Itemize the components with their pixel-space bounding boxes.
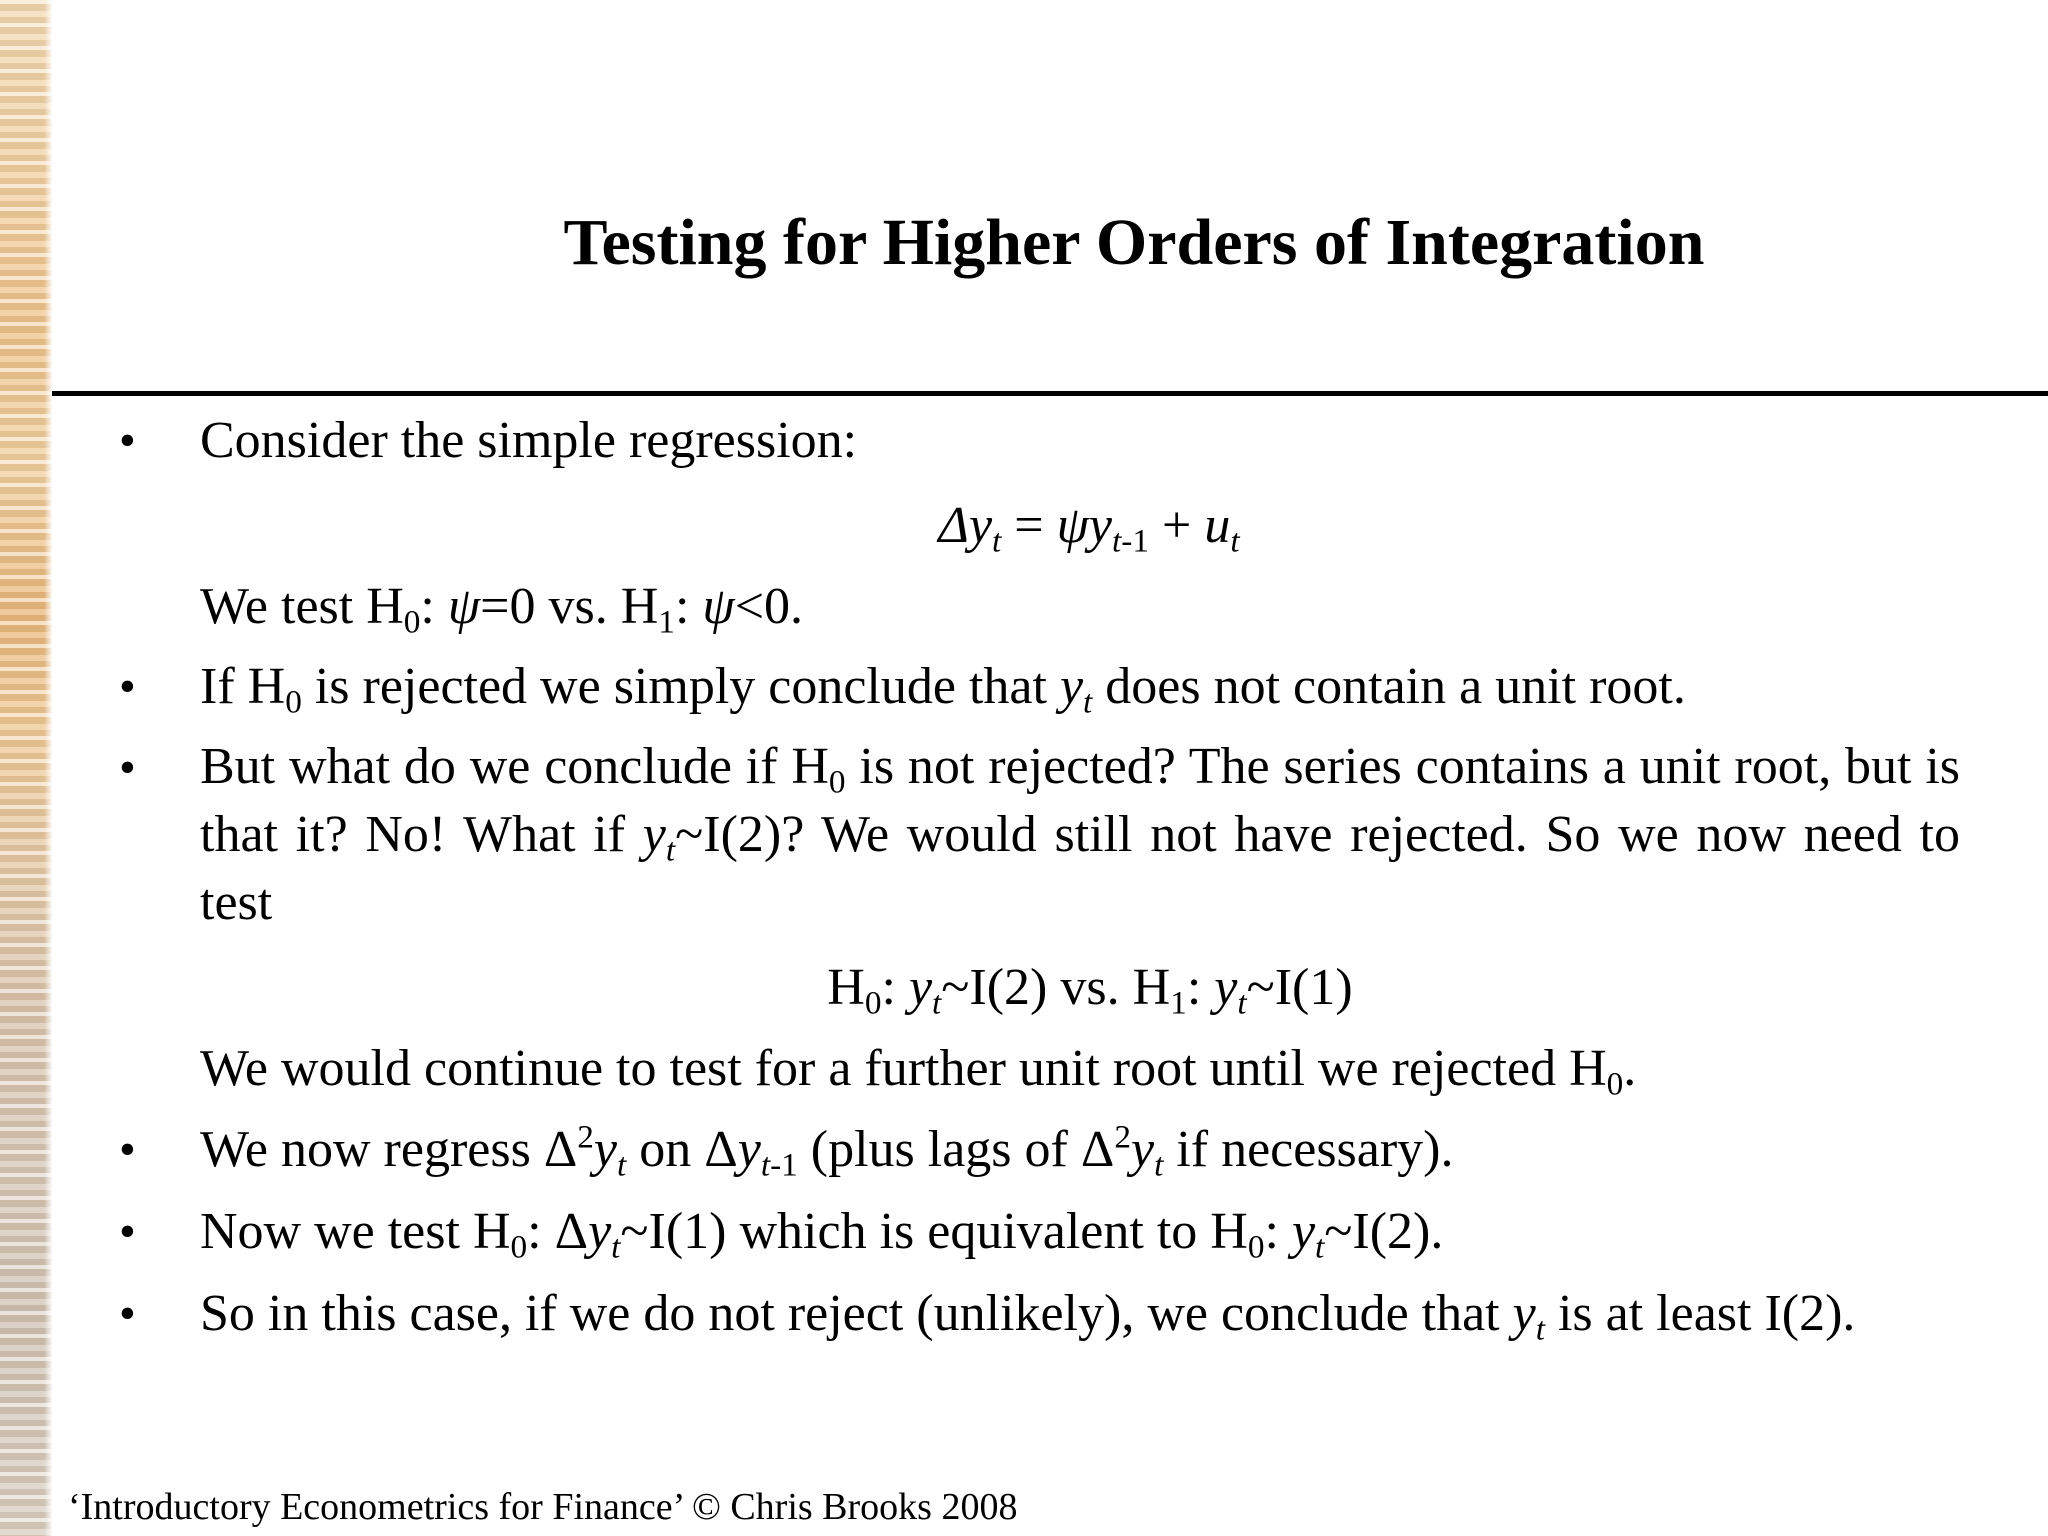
bullet-1-text: Consider the simple regression: — [200, 412, 858, 469]
continue-testing-line: We would continue to test for a further unit root until we rejected $H_0$. — [200, 1040, 1637, 1103]
bullet-marker: • — [119, 741, 136, 794]
slide-title: Testing for Higher Orders of Integration — [563, 206, 1705, 279]
bullet-2-text: If $H_0$ is rejected we simply conclude that $y_t$ does not contain a unit root. — [200, 658, 1686, 721]
bullet-marker: • — [119, 414, 136, 467]
bullet-6-text: So in this case, if we do not reject (unlikely), we conclude that $y_t$ is at least I(2). — [200, 1285, 1856, 1348]
bullet-marker: • — [119, 660, 136, 713]
regression-equation: $\Delta y_t = \psi y_{t-1} + u_t$ — [938, 497, 1240, 560]
bullet-3-text: But what do we conclude if $H_0$ is not rejected? The series contains a unit root, but is that it? No! What if $y_t\sim I(2)$? We would still not have rejected. So we now need to test — [200, 738, 1961, 931]
bullet-marker: • — [119, 1287, 136, 1340]
slide-footer: ‘Introductory Econometrics for Finance’ © Chris Brooks 2008 — [68, 1486, 1018, 1528]
hypothesis-test-line: We test $H_0$: ψ=0 vs. $H_1$: ψ<0. — [200, 578, 804, 641]
bullet-marker: • — [119, 1123, 136, 1176]
bullet-4-text: We now regress $\Delta^2y_t$ on $\Delta y_{t-1}$ (plus lags of $\Delta^2y_t$ if necessary). — [200, 1118, 1454, 1184]
integration-hypothesis-equation: $H_0$: $y_t\sim I(2)$ vs. $H_1$: $y_t\sim I(1)$ — [827, 959, 1353, 1022]
bullet-marker: • — [119, 1205, 136, 1258]
bullet-5-text: Now we test $H_0$: $\Delta y_t\sim I(1)$ which is equivalent to $H_0$: $y_t\sim I(2)$. — [200, 1203, 1444, 1266]
